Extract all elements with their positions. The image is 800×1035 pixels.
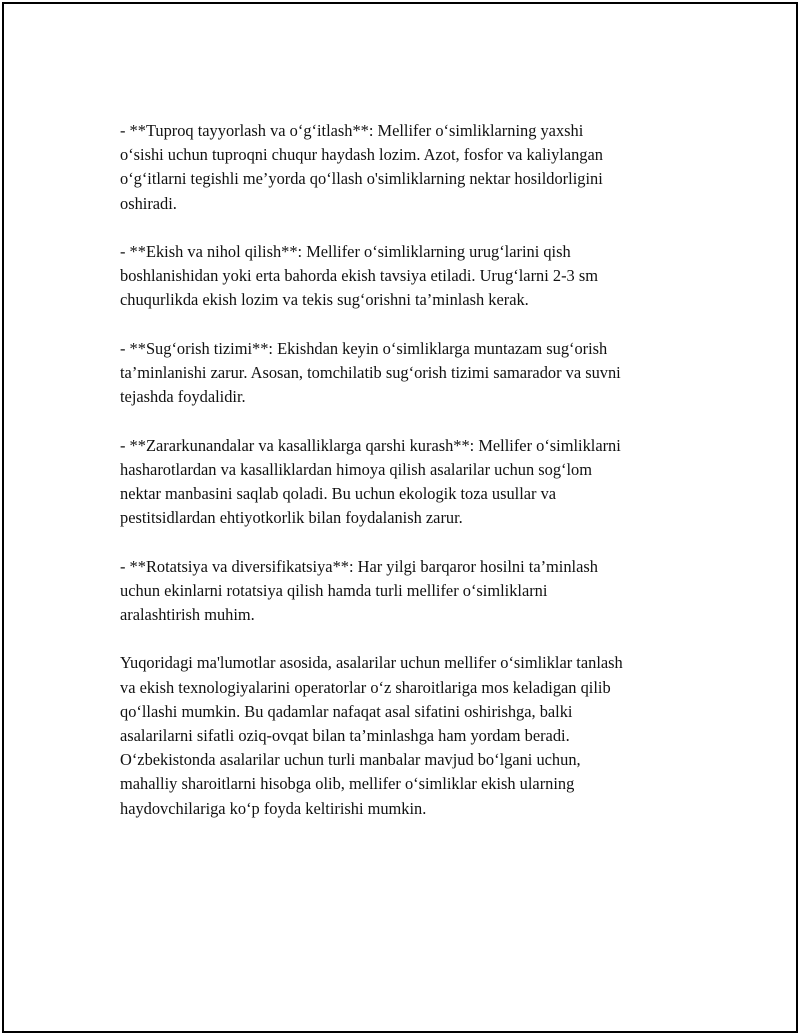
- paragraph-soil-preparation: - **Tuproq tayyorlash va o‘g‘itlash**: Mellifer o‘simliklarning yaxshi o‘sishi uchun tuproqni chuqur haydash lozim. Azot, fosfor va kaliylangan o‘g‘itlarni tegishli me’yorda qo‘llash o'simliklarning nektar hosildorligini oshiradi.: [120, 121, 603, 213]
- document-body: [120, 119, 700, 821]
- paragraph-conclusion: Yuqoridagi ma'lumotlar asosida, asalarilar uchun mellifer o‘simliklar tanlash va ekish texnologiyalarini operatorlar o‘z sharoitlariga mos keladigan qilib qo‘llashi mumkin. Bu qadamlar nafaqat asal sifatini oshirishga, balki asalarilarni sifatli oziq-ovqat bilan ta’minlashga ham yordam beradi. O‘zbekistonda asalarilar uchun turli manbalar mavjud bo‘lgani uchun, mahalliy sharoitlarni hisobga olib, mellifer o‘simliklar ekish ularning haydovchilariga ko‘p foyda keltirishi mumkin.: [120, 653, 623, 818]
- paragraph-irrigation: - **Sug‘orish tizimi**: Ekishdan keyin o‘simliklarga muntazam sug‘orish ta’minlanishi zarur. Asosan, tomchilatib sug‘orish tizimi samarador va suvni tejashda foydalidir.: [120, 338, 621, 407]
- paragraph-sowing: - **Ekish va nihol qilish**: Mellifer o‘simliklarning urug‘larini qish boshlanishidan yoki erta bahorda ekish tavsiya etiladi. Urug‘larni 2-3 sm chuqurlikda ekish lozim va tekis sug‘orishni ta’minlash kerak.: [120, 242, 598, 310]
- paragraph-pest-control: - **Zararkunandalar va kasalliklarga qarshi kurash**: Mellifer o‘simliklarni hasharotlardan va kasalliklardan himoya qilish asalarilar uchun sog‘lom nektar manbasini saqlab qoladi. Bu uchun ekologik toza usullar va pestitsidlardan ehtiyotkorlik bilan foydalanish zarur.: [120, 435, 621, 528]
- paragraph-rotation: - **Rotatsiya va diversifikatsiya**: Har yilgi barqaror hosilni ta’minlash uchun ekinlarni rotatsiya qilish hamda turli mellifer o‘simliklarni aralashtirish muhim.: [120, 556, 598, 624]
- document-page: [2, 2, 798, 1033]
